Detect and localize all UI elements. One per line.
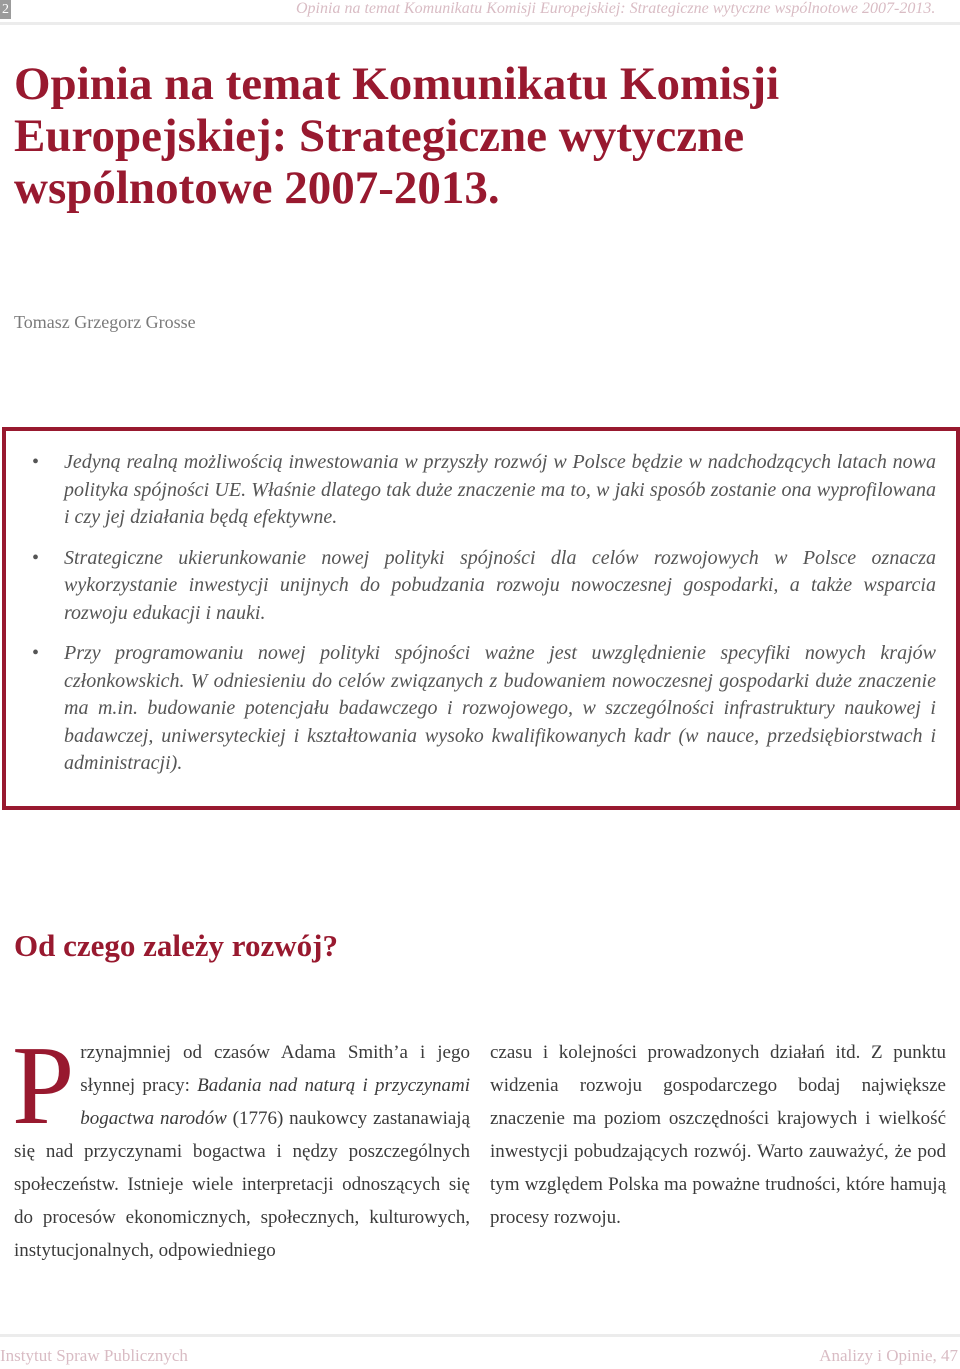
running-title: Opinia na temat Komunikatu Komisji Europejskiej: Strategiczne wytyczne wspólnotowe 2007-2013.	[296, 0, 936, 17]
footer-divider	[0, 1334, 960, 1337]
footer-publisher: Instytut Spraw Publicznych	[0, 1346, 188, 1365]
book-title: Badania nad naturą i przyczynami bogactwa narodów	[80, 1075, 471, 1129]
summary-box	[2, 427, 960, 810]
page-header	[0, 0, 960, 22]
body-text: (1776) naukowcy zastanawiają się nad przyczynami bogactwa i nędzy poszczególnych społeczeństw. Istnieje wiele interpretacji odnoszących się do procesów ekonomicznych, społecznych, kulturowych, instytucjonalnych, odpowiedniego	[14, 1108, 471, 1261]
summary-item-text: Strategiczne ukierunkowanie nowej polityki spójności dla celów rozwojowych w Polsce oznacza wykorzystanie inwestycji unijnych do pobudzania rozwoju nowoczesnej gospodarki, a także wsparcia rozwoju edukacji i nauki.	[64, 546, 936, 624]
summary-list	[6, 449, 936, 791]
footer-series: Analizy i Opinie, 47	[819, 1346, 958, 1365]
summary-item-text: Przy programowaniu nowej polityki spójności ważne jest uwzględnienie specyfiki nowych krajów członkowskich. W odniesieniu do celów związanych z budowaniem nowoczesnej gospodarki duże znaczenie ma m.in. budowanie potencjału badawczego i rozwojowego, w szczególności infrastruktury naukowej i badawczej, uniwersyteckiej i kształtowania wysoko kwalifikowanych kadr (w nauce, przedsiębiorstwach i administracji).	[64, 642, 936, 774]
author-name: Tomasz Grzegorz Grosse	[14, 312, 196, 332]
bullet-icon: •	[32, 546, 40, 569]
summary-item-text: Jedyną realną możliwością inwestowania w przyszły rozwój w Polsce będzie w nadchodzących latach nowa polityka spójności UE. Właśnie dlatego tak duże znaczenie ma to, w jaki sposób zostanie ona wyprofilowana i czy jej działania będą efektywne.	[64, 451, 936, 528]
summary-item	[6, 640, 936, 778]
body-column-right	[490, 1036, 946, 1234]
summary-item	[6, 545, 936, 628]
drop-cap: P	[12, 1024, 75, 1148]
summary-item	[6, 449, 936, 532]
bullet-icon: •	[32, 642, 40, 664]
body-column-left	[12, 1024, 471, 1267]
bullet-icon: •	[32, 451, 40, 473]
body-text: czasu i kolejności prowadzonych działań itd. Z punktu widzenia rozwoju gospodarczego bodaj największe znaczenie ma poziom oszczędności krajowych i wielkość inwestycji pobudzających rozwój. Warto zauważyć, że pod tym względem Polska ma poważne trudności, które hamują procesy rozwoju.	[490, 1042, 946, 1228]
section-heading: Od czego zależy rozwój?	[14, 928, 338, 963]
document-title: Opinia na temat Komunikatu Komisji Europejskiej: Strategiczne wytyczne wspólnotowe 2007-2013.	[14, 58, 780, 214]
header-divider	[0, 22, 960, 25]
page-number: 2	[2, 2, 9, 17]
body-text: rzynajmniej od czasów Adama Smith’a i jego słynnej pracy:	[80, 1042, 470, 1096]
